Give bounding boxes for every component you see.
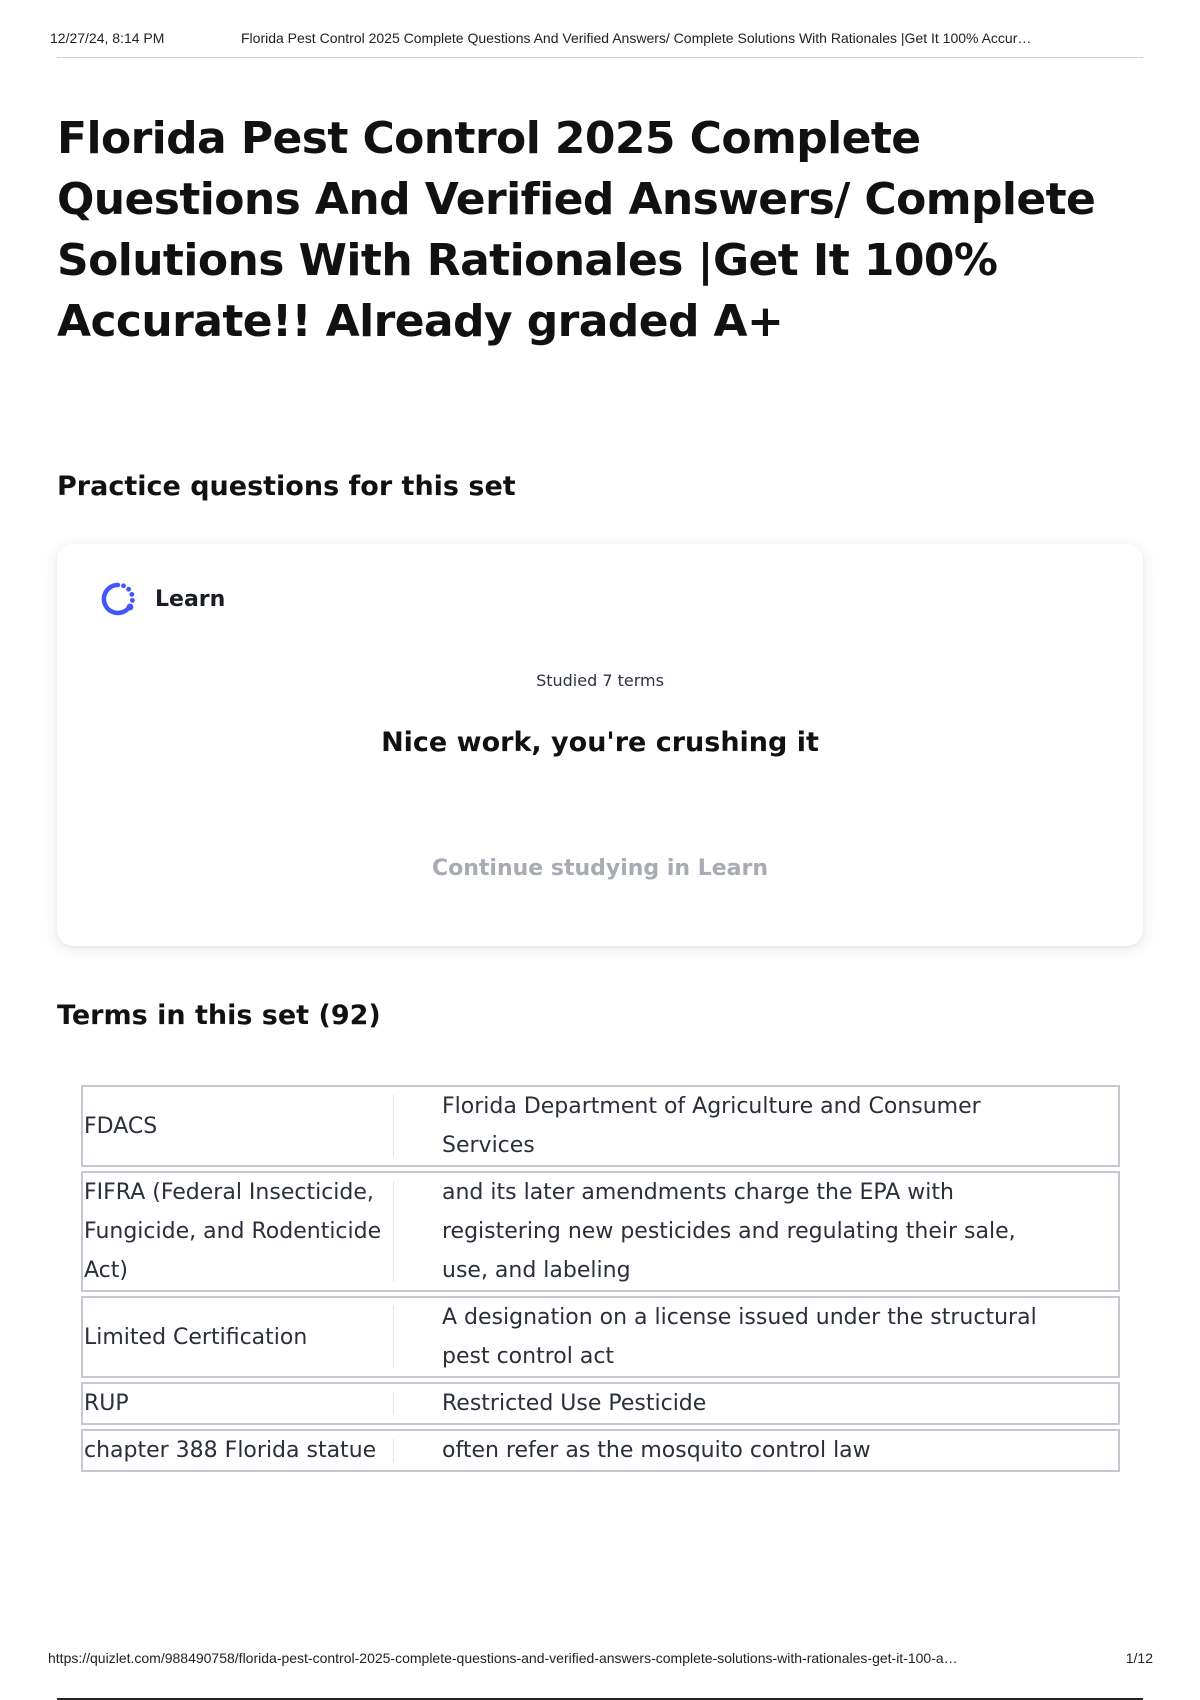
learn-label: Learn — [155, 586, 226, 612]
practice-section-heading: Practice questions for this set — [57, 471, 516, 502]
definition-cell: and its later amendments charge the EPA with registering new pesticides and regulating their sale, use, and labeling — [394, 1172, 1119, 1291]
page-number: 1/12 — [1125, 1650, 1153, 1666]
print-url: https://quizlet.com/988490758/florida-pest-control-2025-complete-questions-and-verified-answers-complete-solutions-with-rationales-get-it-100-a… — [48, 1650, 958, 1666]
terms-section-heading: Terms in this set (92) — [57, 1000, 381, 1031]
print-document-title: Florida Pest Control 2025 Complete Questions And Verified Answers/ Complete Solutions With Rationales |Get It 100% Accur… — [241, 30, 1032, 46]
print-date: 12/27/24, 8:14 PM — [50, 30, 165, 46]
header-divider — [57, 57, 1143, 58]
learn-mode-header[interactable] — [97, 578, 225, 620]
definition-cell: Restricted Use Pesticide — [394, 1383, 1119, 1424]
term-cell: chapter 388 Florida statue — [82, 1430, 394, 1471]
continue-learn-button[interactable]: Continue studying in Learn — [431, 856, 768, 881]
page-title: Florida Pest Control 2025 Complete Questions And Verified Answers/ Complete Solutions With Rationales |Get It 100% Accurate!! Already graded A+ — [57, 113, 1096, 347]
table-row — [82, 1430, 1119, 1471]
learn-icon — [97, 578, 139, 620]
definition-cell: often refer as the mosquito control law — [394, 1430, 1119, 1471]
definition-cell: Florida Department of Agriculture and Consumer Services — [394, 1086, 1119, 1166]
term-cell: Limited Certification — [82, 1297, 394, 1377]
term-cell: RUP — [82, 1383, 394, 1424]
studied-count: Studied 7 terms — [536, 671, 664, 690]
learn-card[interactable] — [57, 544, 1143, 946]
progress-message: Nice work, you're crushing it — [381, 727, 819, 758]
table-row — [82, 1172, 1119, 1291]
table-row — [82, 1086, 1119, 1166]
table-row — [82, 1383, 1119, 1424]
term-cell: FDACS — [82, 1086, 394, 1166]
table-row — [82, 1297, 1119, 1377]
term-cell: FIFRA (Federal Insecticide, Fungicide, and Rodenticide Act) — [82, 1172, 394, 1291]
terms-table — [81, 1085, 1120, 1472]
definition-cell: A designation on a license issued under the structural pest control act — [394, 1297, 1119, 1377]
